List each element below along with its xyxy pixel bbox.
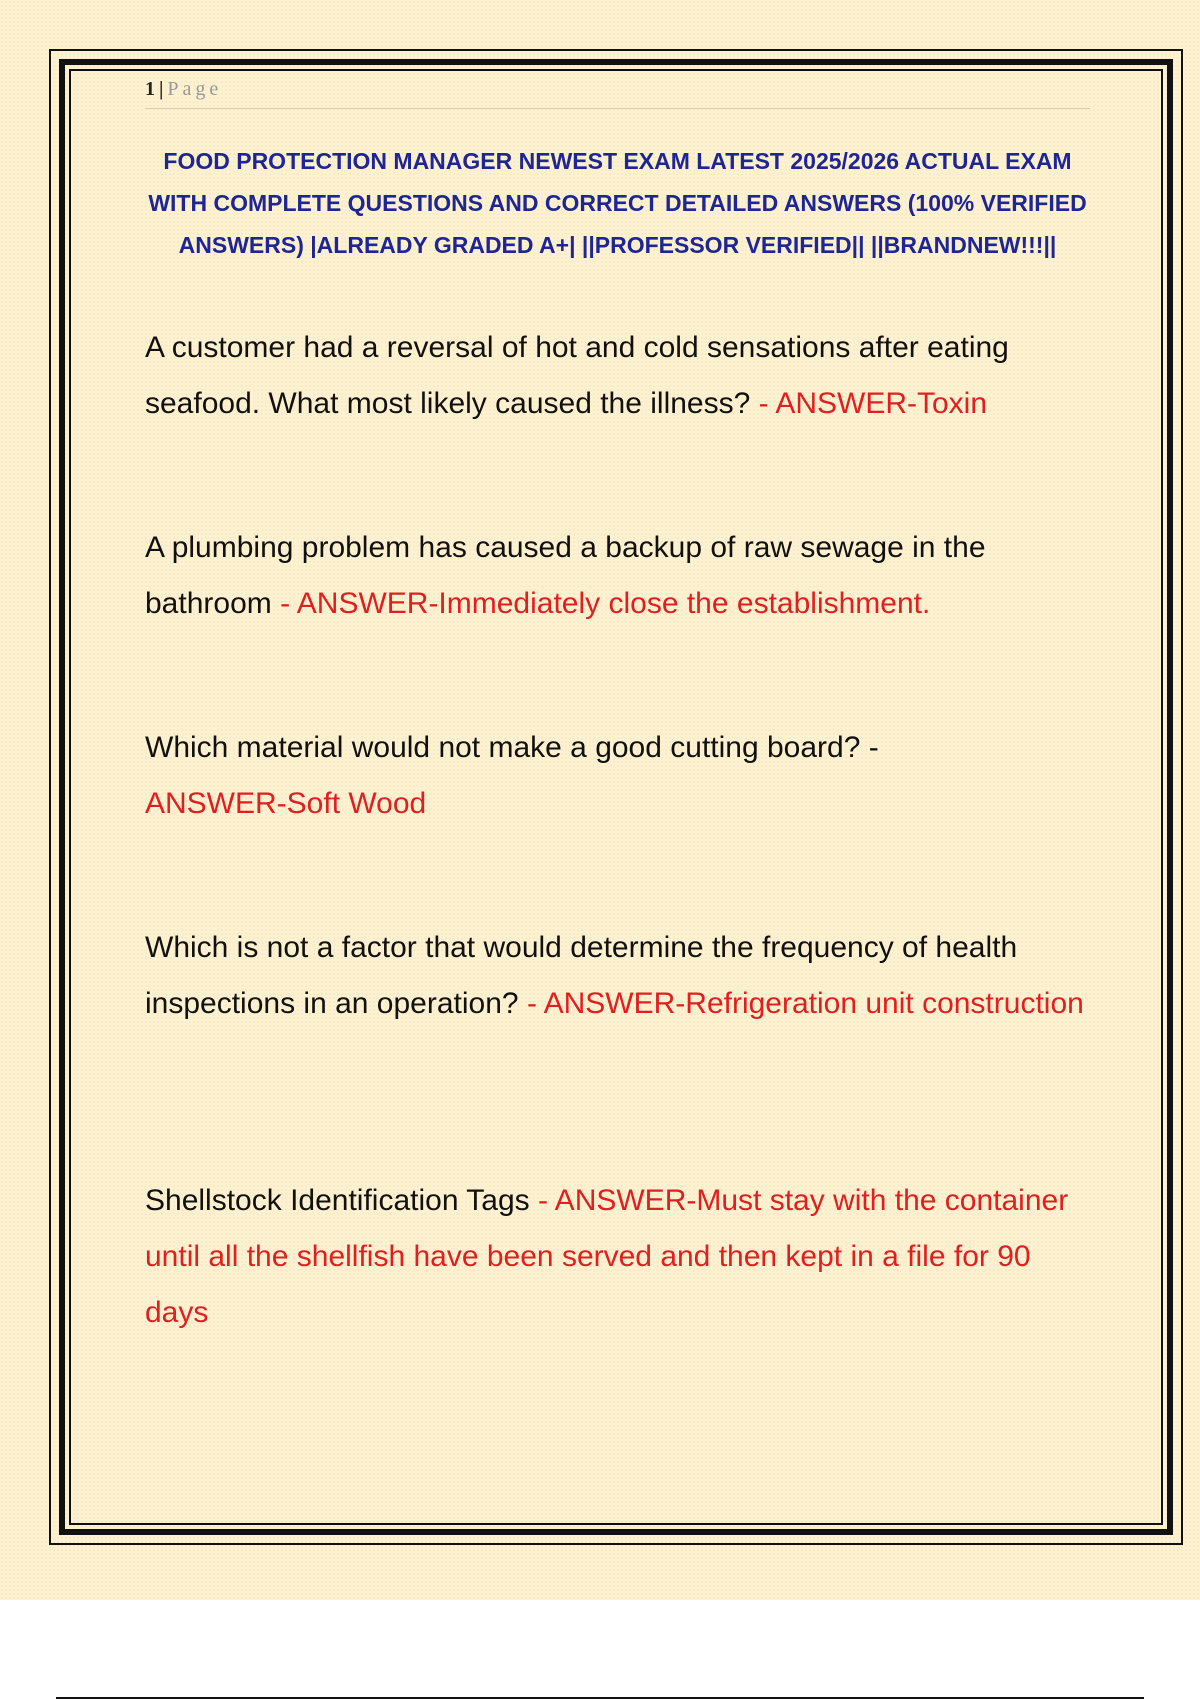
question-text: Shellstock Identification Tags: [145, 1184, 530, 1217]
page-word: Page: [167, 78, 223, 100]
footer-divider: [56, 1697, 1144, 1699]
question-text: Which is not a factor that would determine the frequency of health inspections in an operation?: [145, 931, 1018, 1020]
qa-item: [145, 320, 1090, 432]
question-text: A plumbing problem has caused a backup of raw sewage in the bathroom: [145, 531, 986, 620]
answer-text: - ANSWER-Refrigeration unit construction: [526, 987, 1084, 1020]
qa-item: [145, 1173, 1090, 1341]
answer-text: ANSWER-Soft Wood: [145, 787, 427, 820]
document-title: FOOD PROTECTION MANAGER NEWEST EXAM LATEST 2025/2026 ACTUAL EXAM WITH COMPLETE QUESTIONS AND CORRECT DETAILED ANSWERS (100% VERIFIED ANSWERS) |ALREADY GRADED A+| ||PROFESSOR VERIFIED|| ||BRANDNEW!!!||: [148, 148, 1087, 258]
answer-text: - ANSWER-Toxin: [758, 387, 988, 420]
page-header: [145, 78, 1090, 109]
answer-text: - ANSWER-Must stay with the container until all the shellfish have been served and then kept in a file for 90 days: [145, 1184, 1069, 1329]
qa-item: [145, 920, 1090, 1032]
qa-item: [145, 720, 1090, 832]
question-text: Which material would not make a good cutting board? -: [145, 731, 879, 764]
page-number: 1: [145, 78, 155, 100]
page-separator: |: [159, 78, 164, 100]
qa-item: [145, 520, 1090, 632]
question-text: A customer had a reversal of hot and cold sensations after eating seafood. What most likely caused the illness?: [145, 331, 1009, 420]
answer-text: - ANSWER-Immediately close the establishment.: [280, 587, 931, 620]
